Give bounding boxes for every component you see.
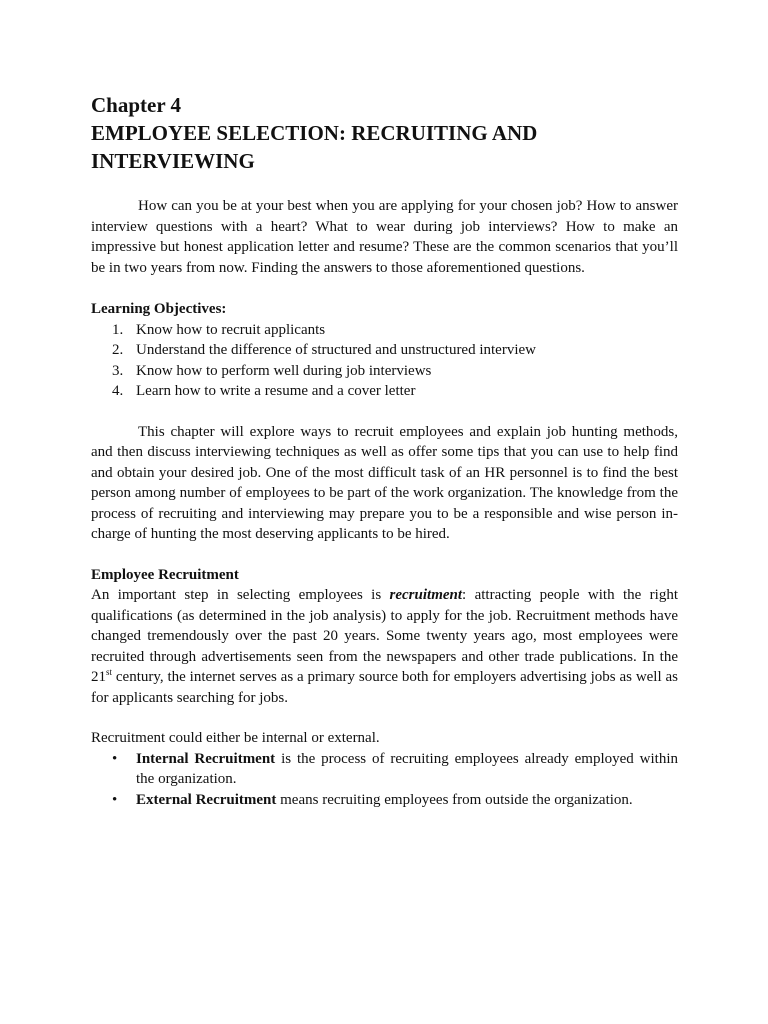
recruitment-term: recruitment <box>389 587 463 603</box>
chapter-title: EMPLOYEE SELECTION: RECRUITING AND INTERVIEWING <box>91 121 538 173</box>
objective-text: Know how to perform well during job interviews <box>136 362 432 379</box>
objective-number: 3. <box>112 362 124 379</box>
recruitment-type-text: means recruiting employees from outside the organization. <box>276 791 633 808</box>
recruitment-type-text: is the process of recruiting employees already employed within the organization. <box>136 750 678 787</box>
century-superscript: st <box>106 667 113 677</box>
chapter-overview-paragraph: This chapter will explore ways to recruit employees and explain job hunting methods, and then discuss interviewing techniques as well as offer some tips that you can use to help find and obtain your desired job. One of the most difficult task of an HR personnel is to find the best person among number of employees to be part of the work organization. The knowledge from the process of recruiting and interviewing may prepare you to be a responsible and wise person in-charge of hunting the most deserving applicants to be hired. <box>91 423 678 542</box>
recruitment-text-end: century, the internet serves as a primary source both for employers advertising jobs as well as for applicants searching for jobs. <box>91 669 678 706</box>
objective-text: Know how to recruit applicants <box>136 321 326 338</box>
recruitment-paragraph <box>91 585 678 708</box>
objective-item <box>91 340 678 361</box>
recruitment-text-middle: : attracting people with the right qualifications (as determined in the job analysis) to apply for the job. Recruitment methods have changed tremendously over the past 20 years. Some twenty years ago, most employees were recruited through advertisements seen from the newspapers and other trade publications. In the 21 <box>91 587 678 685</box>
intro-paragraph: How can you be at your best when you are applying for your chosen job? How to answer interview questions with a heart? What to wear during job interviews? How to make an impressive but honest application letter and resume? These are the common scenarios that you’ll be in two years from now. Finding the answers to those aforementioned questions. <box>91 198 678 276</box>
recruitment-type-term: External Recruitment <box>136 791 277 808</box>
chapter-label: Chapter 4 <box>91 93 182 117</box>
objective-number: 1. <box>112 321 124 338</box>
recruitment-type-term: Internal Recruitment <box>136 750 276 767</box>
objective-item <box>91 361 678 382</box>
recruitment-types-intro: Recruitment could either be internal or external. <box>91 730 380 746</box>
recruitment-text-start: An important step in selecting employees is <box>91 587 390 603</box>
objective-number: 4. <box>112 383 124 399</box>
employee-recruitment-heading: Employee Recruitment <box>91 566 239 583</box>
objective-text: Understand the difference of structured and unstructured interview <box>136 342 536 358</box>
objective-number: 2. <box>112 342 124 358</box>
learning-objectives-list <box>91 320 678 402</box>
recruitment-type-item <box>91 790 678 811</box>
objective-text: Learn how to write a resume and a cover letter <box>136 383 416 399</box>
bullet-icon: • <box>112 791 118 808</box>
document-page <box>91 92 678 810</box>
learning-objectives-heading: Learning Objectives: <box>91 301 227 317</box>
objective-item <box>91 320 678 341</box>
objective-item <box>91 381 678 402</box>
bullet-icon: • <box>112 750 118 767</box>
recruitment-types-list <box>91 749 678 811</box>
recruitment-type-item <box>91 749 678 790</box>
